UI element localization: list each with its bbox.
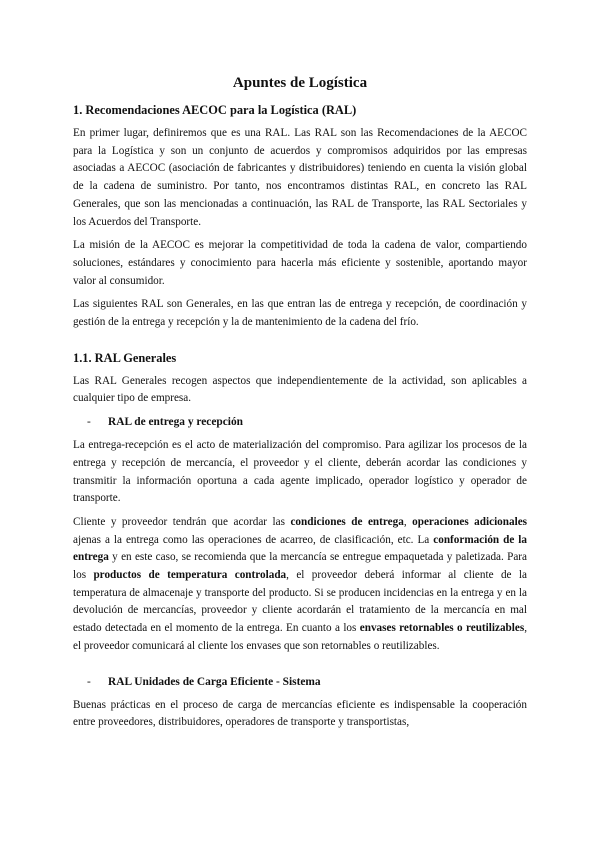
section-1-paragraph-1: En primer lugar, definiremos que es una RAL. Las RAL son las Recomendaciones de la AECOC para la Logística y son un conjunto de acuerdos y compromisos adquiridos por las empresas asociadas a AECOC (asociación de fabricantes y distribuidores) teniendo en cuenta la visión global de la cadena de suministro. Por tanto, nos encontramos distintas RAL, en concreto las RAL Generales, que son las mencionadas a continuación, las RAL de Transporte, las RAL Sectoriales y los Acuerdos del Transporte. xyxy=(73,127,527,228)
bold-envases-retornables: envases retornables o reutilizables xyxy=(359,622,525,635)
bullet-label: RAL Unidades de Carga Eficiente - Sistema xyxy=(108,675,321,688)
section-1-paragraph-2: La misión de la AECOC es mejorar la competitividad de toda la cadena de valor, compartiendo soluciones, estándares y conocimiento para hacerla más eficiente y sostenible, aportando mayor valor al consumidor. xyxy=(73,239,527,287)
bold-condiciones-entrega: condiciones de entrega xyxy=(290,515,404,528)
text-run: y en este caso, se recomienda que la mercancía se entregue empaquetada y paletizada. Para los xyxy=(73,551,527,582)
section-1-paragraph-3: Las siguientes RAL son Generales, en las que entran las de entrega y recepción, de coordinación y gestión de la entrega y recepción y la de mantenimiento de la cadena del frío. xyxy=(73,298,527,329)
text-run: ajenas a la entrega como las operaciones de acarreo, de clasificación, etc. La xyxy=(73,533,434,546)
entrega-paragraph-1: La entrega-recepción es el acto de materialización del compromiso. Para agilizar los procesos de la entrega y recepción de mercancía, el proveedor y el cliente, deberán acordar las condiciones y transmitir la información oportuna a cada agente implicado, operador logístico y operador de transporte. xyxy=(73,439,527,505)
bullet-dash: - xyxy=(87,416,91,429)
section-1-1-heading: 1.1. RAL Generales xyxy=(73,350,177,365)
bold-conformacion-entrega: conformación de la entrega xyxy=(73,533,528,564)
text-run: , xyxy=(403,515,413,528)
unidades-carga-paragraph-1: Buenas prácticas en el proceso de carga de mercancías eficiente es indispensable la cooperación entre proveedores, distribuidores, operadores de transporte y transportistas, xyxy=(73,698,527,729)
bold-operaciones-adicionales: operaciones adicionales xyxy=(412,515,528,528)
section-spacer xyxy=(73,338,527,350)
text-run: , el proveedor deberá informar al cliente de la temperatura de almacenaje y transporte del producto. Si se producen incidencias en la entrega y en la devolución de mercancías, proveedor y cliente acordarán el tratamiento de la mercancía en mal estado detectada en el momento de la entrega. En cuanto a los xyxy=(73,569,527,635)
bullet-label: RAL de entrega y recepción xyxy=(108,416,243,429)
section-spacer xyxy=(73,662,527,674)
bullet-dash: - xyxy=(87,675,91,688)
text-run: Cliente y proveedor tendrán que acordar las xyxy=(73,515,291,528)
section-1-heading: 1. Recomendaciones AECOC para la Logística (RAL) xyxy=(73,103,357,117)
document-title: Apuntes de Logística xyxy=(232,75,368,91)
bullet-unidades-carga xyxy=(73,674,527,691)
bold-productos-temperatura: productos de temperatura controlada xyxy=(93,569,287,582)
section-1-1-paragraph-1: Las RAL Generales recogen aspectos que independientemente de la actividad, son aplicables a cualquier tipo de empresa. xyxy=(73,374,527,405)
entrega-paragraph-2 xyxy=(73,514,527,656)
bullet-entrega-recepcion xyxy=(73,414,527,431)
text-run: , el proveedor comunicará al cliente los envases que son retornables o reutilizables. xyxy=(73,622,527,652)
